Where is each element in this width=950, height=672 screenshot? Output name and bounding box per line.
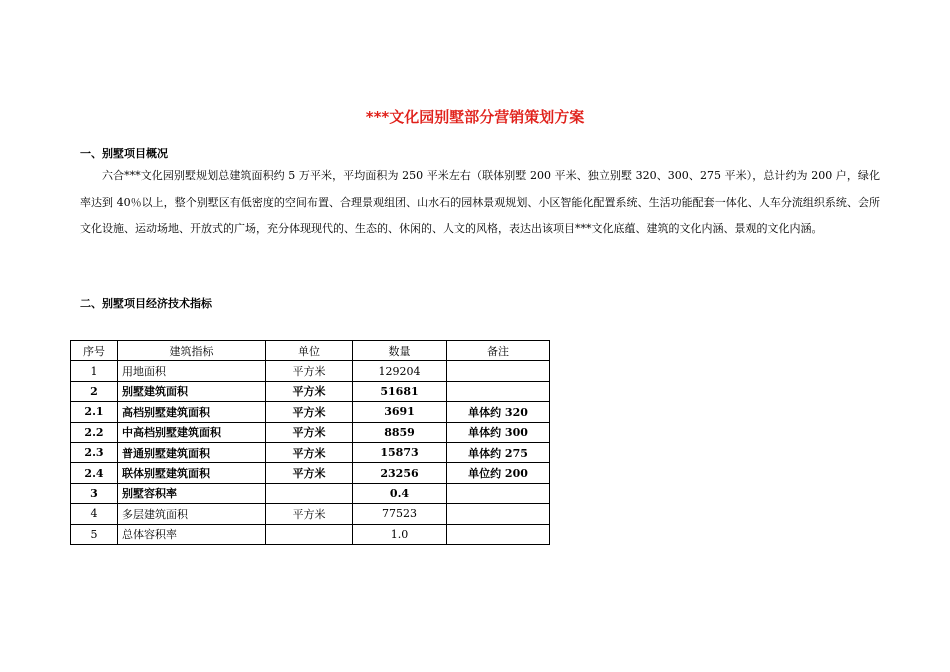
- cell-note: 单体约 320: [447, 402, 550, 422]
- cell-note: 单体约 300: [447, 422, 550, 442]
- cell-quantity: 23256: [353, 463, 447, 483]
- cell-note: 单体约 275: [447, 442, 550, 462]
- table-row: [71, 381, 550, 401]
- table-row: [71, 504, 550, 524]
- cell-note: [447, 504, 550, 524]
- cell-no: 1: [71, 361, 118, 381]
- cell-no: 2.4: [71, 463, 118, 483]
- table-header-row: [71, 341, 550, 361]
- cell-indicator: 别墅容积率: [118, 483, 266, 503]
- table-row: [71, 422, 550, 442]
- document-title: ***文化园别墅部分营销策划方案: [365, 108, 585, 126]
- cell-no: 3: [71, 483, 118, 503]
- header-quantity: 数量: [353, 341, 447, 361]
- cell-no: 2.3: [71, 442, 118, 462]
- cell-unit: 平方米: [266, 504, 353, 524]
- cell-no: 2.1: [71, 402, 118, 422]
- cell-quantity: 51681: [353, 381, 447, 401]
- table-row: [71, 463, 550, 483]
- cell-quantity: 15873: [353, 442, 447, 462]
- header-note: 备注: [447, 341, 550, 361]
- table-row: [71, 524, 550, 544]
- cell-quantity: 129204: [353, 361, 447, 381]
- header-unit: 单位: [266, 341, 353, 361]
- cell-note: 单位约 200: [447, 463, 550, 483]
- cell-no: 2.2: [71, 422, 118, 442]
- overview-paragraph: 六合***文化园别墅规划总建筑面积约 5 万平米，平均面积为 250 平米左右（联体别墅 200 平米、独立别墅 320、300、275 平米），总计约为 200 户，绿化率达到 40％以上，整个别墅区有低密度的空间布置、合理景观组团、山水石的园林景观规划、小区智能化配置系统、生活功能配套一体化、人车分流组织系统、会所文化设施、运动场地、开放式的广场，充分体现现代的、生态的、休闲的、人文的风格，表达出该项目***文化底蕴、建筑的文化内涵、景观的文化内涵。: [80, 169, 880, 235]
- cell-indicator: 用地面积: [118, 361, 266, 381]
- table-row: [71, 483, 550, 503]
- cell-unit: [266, 524, 353, 544]
- table-row: [71, 442, 550, 462]
- cell-indicator: 高档别墅建筑面积: [118, 402, 266, 422]
- cell-indicator: 别墅建筑面积: [118, 381, 266, 401]
- cell-note: [447, 524, 550, 544]
- cell-quantity: 8859: [353, 422, 447, 442]
- cell-unit: 平方米: [266, 402, 353, 422]
- cell-note: [447, 483, 550, 503]
- cell-no: 5: [71, 524, 118, 544]
- indicators-table: [70, 340, 550, 545]
- section-heading-indicators: 二、别墅项目经济技术指标: [80, 297, 212, 310]
- cell-indicator: 总体容积率: [118, 524, 266, 544]
- cell-unit: 平方米: [266, 463, 353, 483]
- cell-quantity: 1.0: [353, 524, 447, 544]
- header-indicator: 建筑指标: [118, 341, 266, 361]
- cell-quantity: 3691: [353, 402, 447, 422]
- section-heading-overview: 一、别墅项目概况: [80, 147, 168, 160]
- cell-unit: [266, 483, 353, 503]
- cell-unit: 平方米: [266, 381, 353, 401]
- cell-indicator: 中高档别墅建筑面积: [118, 422, 266, 442]
- cell-no: 4: [71, 504, 118, 524]
- cell-indicator: 联体别墅建筑面积: [118, 463, 266, 483]
- cell-indicator: 多层建筑面积: [118, 504, 266, 524]
- table-row: [71, 402, 550, 422]
- cell-unit: 平方米: [266, 422, 353, 442]
- cell-indicator: 普通别墅建筑面积: [118, 442, 266, 462]
- cell-no: 2: [71, 381, 118, 401]
- cell-quantity: 77523: [353, 504, 447, 524]
- cell-note: [447, 381, 550, 401]
- cell-quantity: 0.4: [353, 483, 447, 503]
- cell-unit: 平方米: [266, 361, 353, 381]
- cell-note: [447, 361, 550, 381]
- cell-unit: 平方米: [266, 442, 353, 462]
- header-no: 序号: [71, 341, 118, 361]
- table-row: [71, 361, 550, 381]
